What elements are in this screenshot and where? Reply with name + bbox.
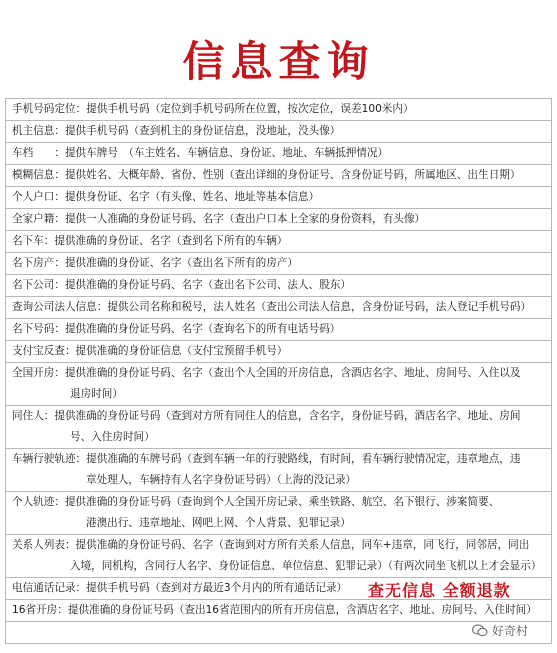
row-text: 支付宝反查：提供准确的身份证信息（支付宝预留手机号）	[12, 345, 288, 357]
table-row	[5, 231, 552, 253]
row-text-continued: 港澳出行、违章地址、网吧上网、个人背景、犯罪记录）	[86, 517, 351, 529]
table-row	[5, 99, 552, 121]
table-row	[5, 319, 552, 341]
table-row	[5, 187, 552, 209]
row-text: 同住人：提供准确的身份证号码（查到对方所有同住人的信息，含名字，身份证号码，酒店名字、地址、房间	[12, 410, 521, 422]
table-row	[5, 622, 552, 644]
watermark	[472, 622, 528, 639]
row-text: 手机号码定位：提供手机号码（定位到手机号码所在位置，按次定位，误差100米内）	[12, 103, 414, 115]
row-text: 模糊信息：提供姓名、大概年龄、省份、性别（查出详细的身份证号、含身份证号码，所属地区、出生日期）	[12, 169, 521, 181]
row-text-continued: 入境，同机构，含同行人名字、身份证信息、单位信息、犯罪记录）（有两次同坐飞机以上才会显示）	[70, 560, 542, 572]
table-row	[5, 275, 552, 297]
row-text: 名下公司：提供准确的身份证号码、名字（查出名下公司、法人、股东）	[12, 279, 351, 291]
info-table	[5, 98, 552, 644]
row-text: 电信通话记录：提供手机号码（查到对方最近3个月内的所有通话记录）	[12, 582, 348, 594]
watermark-text: 好奇村	[492, 624, 529, 638]
row-text: 车辆行驶轨迹：提供准确的车牌号码（查到车辆一年的行驶路线，有时间，看车辆行驶情况定，违章地点，违	[12, 453, 521, 465]
row-text: 个人轨迹：提供准确的身份证号码（查询到个人全国开房记录、乘坐铁路、航空、名下银行、涉案简要、	[12, 496, 500, 508]
row-text: 全家户籍：提供一人准确的身份证号码、名字（查出户口本上全家的身份资料，有头像）	[12, 213, 426, 225]
table-row	[5, 297, 552, 319]
table-row	[5, 341, 552, 363]
refund-stamp: 查无信息 全额退款	[368, 581, 511, 600]
row-text: 名下房产：提供准确的身份证、名字（查出名下所有的房产）	[12, 257, 299, 269]
row-text: 16省开房：提供准确的身份证号码（查出16省范围内的所有开房信息，含酒店名字、地址、房间号、入住时间）	[12, 604, 537, 616]
table-row	[5, 165, 552, 187]
table-row	[5, 492, 552, 535]
row-text-continued: 章处理人，车辆持有人名字身份证号码）（上海的没记录）	[86, 474, 357, 486]
row-text: 名下号码：提供准确的身份证号码、名字（查询名下的所有电话号码）	[12, 323, 341, 335]
table-row	[5, 209, 552, 231]
table-row	[5, 363, 552, 406]
row-text-continued: 退房时间）	[70, 388, 123, 400]
table-row	[5, 253, 552, 275]
row-text: 个人户口：提供身份证、名字（有头像、姓名、地址等基本信息）	[12, 191, 320, 203]
table-row	[5, 143, 552, 165]
page-title: 信息查询	[182, 37, 375, 86]
wechat-icon	[472, 624, 488, 637]
row-text-continued: 号、入住房时间）	[70, 431, 155, 443]
table-row	[5, 535, 552, 578]
row-text: 全国开房：提供准确的身份证号码、名字（查出个人全国的开房信息，含酒店名字、地址、房间号、入住以及	[12, 367, 521, 379]
table-row	[5, 406, 552, 449]
row-text: 机主信息：提供手机号码（查到机主的身份证信息，没地址，没头像）	[12, 125, 341, 137]
table-row	[5, 121, 552, 143]
row-text: 查询公司法人信息：提供公司名称和税号，法人姓名（查出公司法人信息，含身份证号码，法人登记手机号码）	[12, 301, 532, 313]
row-text: 名下车：提供准确的身份证、名字（查到名下所有的车辆）	[12, 235, 288, 247]
table-row	[5, 449, 552, 492]
row-text: 关系人列表：提供准确的身份证号码、名字（查询到对方所有关系人信息，同车+违章，同飞行，同邻居，同出	[12, 539, 530, 551]
row-text: 车档 ：提供车牌号 （车主姓名、车辆信息、身份证、地址、车辆抵押情况）	[12, 147, 389, 159]
table-row	[5, 600, 552, 622]
